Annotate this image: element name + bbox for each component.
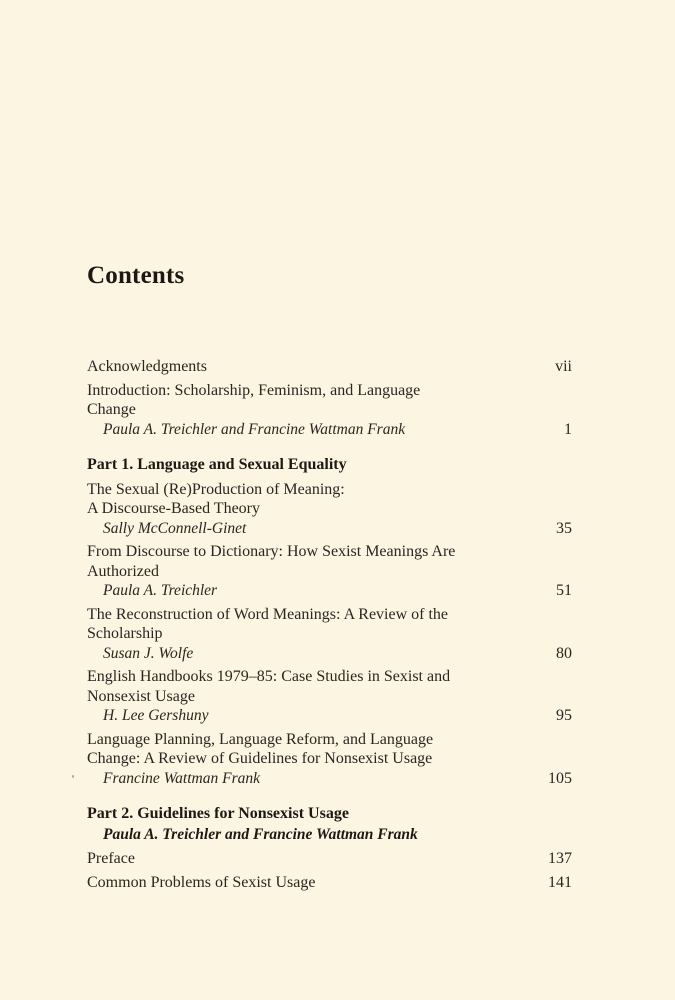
paper-speck <box>72 775 74 778</box>
entry-author: Susan J. Wolfe <box>103 644 194 662</box>
entry-title-line: Scholarship <box>87 625 163 642</box>
page-title: Contents <box>87 262 185 289</box>
entry-title-line: Authorized <box>87 562 159 580</box>
page-number: 51 <box>556 582 572 599</box>
part-heading: Part 1. Language and Sexual Equality <box>87 456 347 473</box>
page-number: 105 <box>548 769 572 787</box>
page-number: 80 <box>556 644 572 662</box>
toc-entry <box>87 873 572 893</box>
toc-entry-acknowledgments <box>87 357 572 377</box>
toc-entry <box>87 849 572 869</box>
table-of-contents <box>87 357 572 896</box>
entry-title-line: Common Problems of Sexist Usage <box>87 873 316 891</box>
page-number: 35 <box>556 519 572 537</box>
toc-entry-introduction <box>87 381 572 440</box>
toc-entry <box>87 605 572 664</box>
entry-author: Francine Wattman Frank <box>103 769 260 787</box>
entry-title-line: Acknowledgments <box>87 358 207 375</box>
page-number: vii <box>555 358 572 375</box>
entry-title-line: English Handbooks 1979–85: Case Studies in Sexist and <box>87 668 451 685</box>
entry-title-line: Change <box>87 401 136 418</box>
entry-author: Sally McConnell-Ginet <box>103 519 247 537</box>
part-author: Paula A. Treichler and Francine Wattman Frank <box>103 825 418 843</box>
toc-entry <box>87 542 572 601</box>
entry-title-line: Preface <box>87 850 135 867</box>
part-1-section <box>87 455 572 788</box>
entry-title-line: Introduction: Scholarship, Feminism, and Language <box>87 381 421 399</box>
part-2-section <box>87 804 572 892</box>
toc-entry <box>87 730 572 789</box>
page-number: 137 <box>548 850 572 867</box>
toc-entry <box>87 480 572 539</box>
part-heading: Part 2. Guidelines for Nonsexist Usage <box>87 805 349 822</box>
entry-author: Paula A. Treichler <box>103 582 218 599</box>
entry-title-line: The Sexual (Re)Production of Meaning: <box>87 480 345 498</box>
entry-title-line: A Discourse-Based Theory <box>87 500 260 517</box>
entry-title-line: Nonsexist Usage <box>87 687 195 705</box>
entry-title-line: From Discourse to Dictionary: How Sexist Meanings Are <box>87 543 456 560</box>
entry-title-line: Language Planning, Language Reform, and Language <box>87 730 434 748</box>
entry-author: Paula A. Treichler and Francine Wattman Frank <box>103 420 406 438</box>
page-number: 95 <box>556 707 572 724</box>
entry-author: H. Lee Gershuny <box>103 707 209 724</box>
page-number: 1 <box>564 420 572 438</box>
entry-title-line: Change: A Review of Guidelines for Nonsexist Usage <box>87 750 433 767</box>
toc-entry <box>87 667 572 726</box>
entry-title-line: The Reconstruction of Word Meanings: A Review of the <box>87 605 449 623</box>
page-number: 141 <box>548 873 572 891</box>
front-matter-section <box>87 357 572 439</box>
